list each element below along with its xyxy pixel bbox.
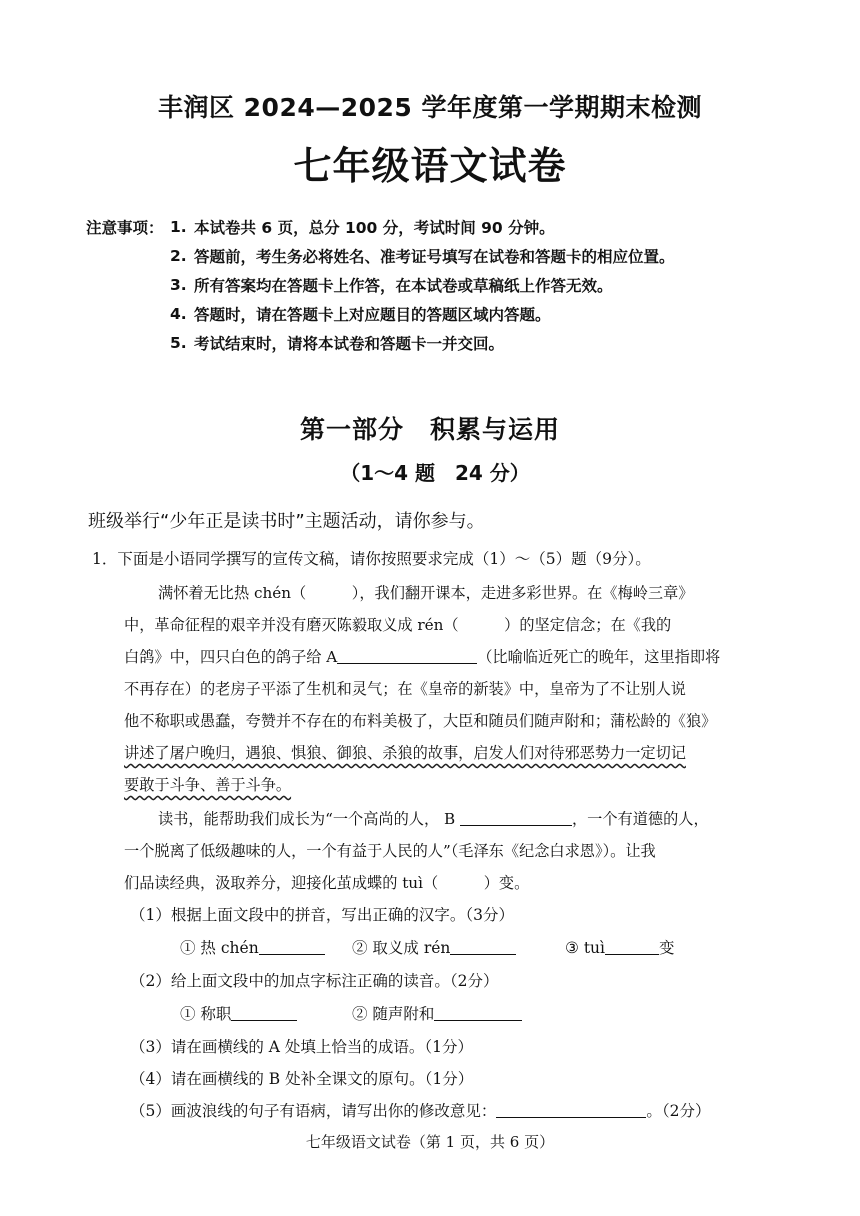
passage-paragraph-1	[124, 577, 772, 801]
part-title: 第一部分 积累与运用	[299, 415, 560, 444]
answer-1-2: ② 取义成 rén	[352, 936, 516, 958]
note-text: 考试结束时，请将本试卷和答题卡一并交回。	[194, 334, 505, 353]
sub-question-2: （2）给上面文段中的加点字标注正确的读音。（2分）	[130, 972, 499, 990]
sub-question-5: （5）画波浪线的句子有语病，请写出你的修改意见： 。（2分）	[130, 1097, 711, 1125]
answer-blank[interactable]	[605, 936, 659, 955]
answer-blank[interactable]	[450, 936, 516, 955]
note-text: 所有答案均在答题卡上作答，在本试卷或草稿纸上作答无效。	[194, 276, 613, 295]
sub-question-1: （1）根据上面文段中的拼音，写出正确的汉字。（3分）	[130, 906, 514, 924]
answer-blank[interactable]	[231, 1002, 297, 1021]
note-item	[86, 328, 675, 357]
passage-line: 他不称职或愚蠢，夸赞并不存在的布料美极了，大臣和随员们随声附和；蒲松龄的《狼》	[124, 712, 717, 730]
blank-b[interactable]	[460, 807, 572, 826]
passage-line	[124, 769, 772, 801]
activity-intro: 班级举行“少年正是读书时”主题活动，请你参与。	[88, 511, 485, 532]
note-item	[86, 299, 675, 328]
answer-blank[interactable]	[496, 1099, 646, 1118]
note-text: 答题前，考生务必将姓名、准考证号填写在试卷和答题卡的相应位置。	[194, 247, 675, 266]
notes-label: 注意事项：	[86, 218, 164, 237]
wavy-sentence: 要敢于斗争、善于斗争。	[124, 776, 292, 794]
exam-title: 丰润区 2024—2025 学年度第一学期期末检测	[157, 93, 703, 122]
note-text: 本试卷共 6 页，总分 100 分，考试时间 90 分钟。	[194, 218, 555, 237]
answer-2-2: ② 随声附和	[352, 1002, 522, 1024]
note-number: 4.	[170, 304, 187, 323]
passage-paragraph-2	[124, 803, 772, 899]
dotted-char: 附	[564, 712, 580, 730]
exam-notes	[86, 212, 675, 357]
page-footer: 七年级语文试卷（第 1 页，共 6 页）	[305, 1133, 555, 1151]
blank-a[interactable]	[337, 645, 477, 664]
note-text: 答题时，请在答题卡上对应题目的答题区域内答题。	[194, 305, 551, 324]
part-subtitle: （1～4 题 24 分）	[340, 461, 530, 485]
answer-2-1: ① 称职	[180, 1002, 297, 1024]
dotted-char: 称	[154, 712, 170, 730]
passage-line	[124, 737, 772, 769]
paper-title: 七年级语文试卷	[293, 144, 567, 188]
note-number: 5.	[170, 333, 187, 352]
answer-1-3: ③ tuì 变	[565, 936, 675, 958]
passage-line: 中，革命征程的艰辛并没有磨灭陈毅取义成 rén（ ）的坚定信念；在《我的	[124, 616, 672, 634]
answer-1-1: ① 热 chén	[180, 936, 325, 958]
note-number: 1.	[170, 217, 187, 236]
answer-blank[interactable]	[434, 1002, 522, 1021]
passage-line: 们品读经典，汲取养分，迎接化茧成蝶的 tuì（ ）变。	[124, 874, 530, 892]
answer-blank[interactable]	[259, 936, 325, 955]
passage-line: 不再存在）的老房子平添了生机和灵气；在《皇帝的新装》中，皇帝为了不让别人说	[124, 680, 686, 698]
passage-line: 一个脱离了低级趣味的人，一个有益于人民的人”（毛泽东《纪念白求恩》）。让我	[124, 842, 656, 860]
note-number: 3.	[170, 275, 187, 294]
note-number: 2.	[170, 246, 187, 265]
passage-line: 白鸽》中，四只白色的鸽子给 A （比喻临近死亡的晚年，这里指即将	[124, 641, 772, 673]
note-item	[86, 241, 675, 270]
passage-line: 满怀着无比热 chén（ ），我们翻开课本，走进多彩世界。在《梅岭三章》	[158, 584, 694, 602]
sub-question-4: （4）请在画横线的 B 处补全课文的原句。（1分）	[130, 1070, 474, 1088]
wavy-sentence: 讲述了屠户晚归，遇狼、惧狼、御狼、杀狼的故事，启发人们对待邪恶势力一定切记	[124, 744, 686, 762]
passage-line: 读书，能帮助我们成长为“一个高尚的人， B ，一个有道德的人，	[124, 803, 772, 835]
note-item	[86, 270, 675, 299]
question-1-stem: 1．下面是小语同学撰写的宣传文稿，请你按照要求完成（1）～（5）题（9分）。	[92, 550, 651, 568]
note-item	[86, 212, 675, 241]
sub-question-3: （3）请在画横线的 A 处填上恰当的成语。（1分）	[130, 1038, 474, 1056]
